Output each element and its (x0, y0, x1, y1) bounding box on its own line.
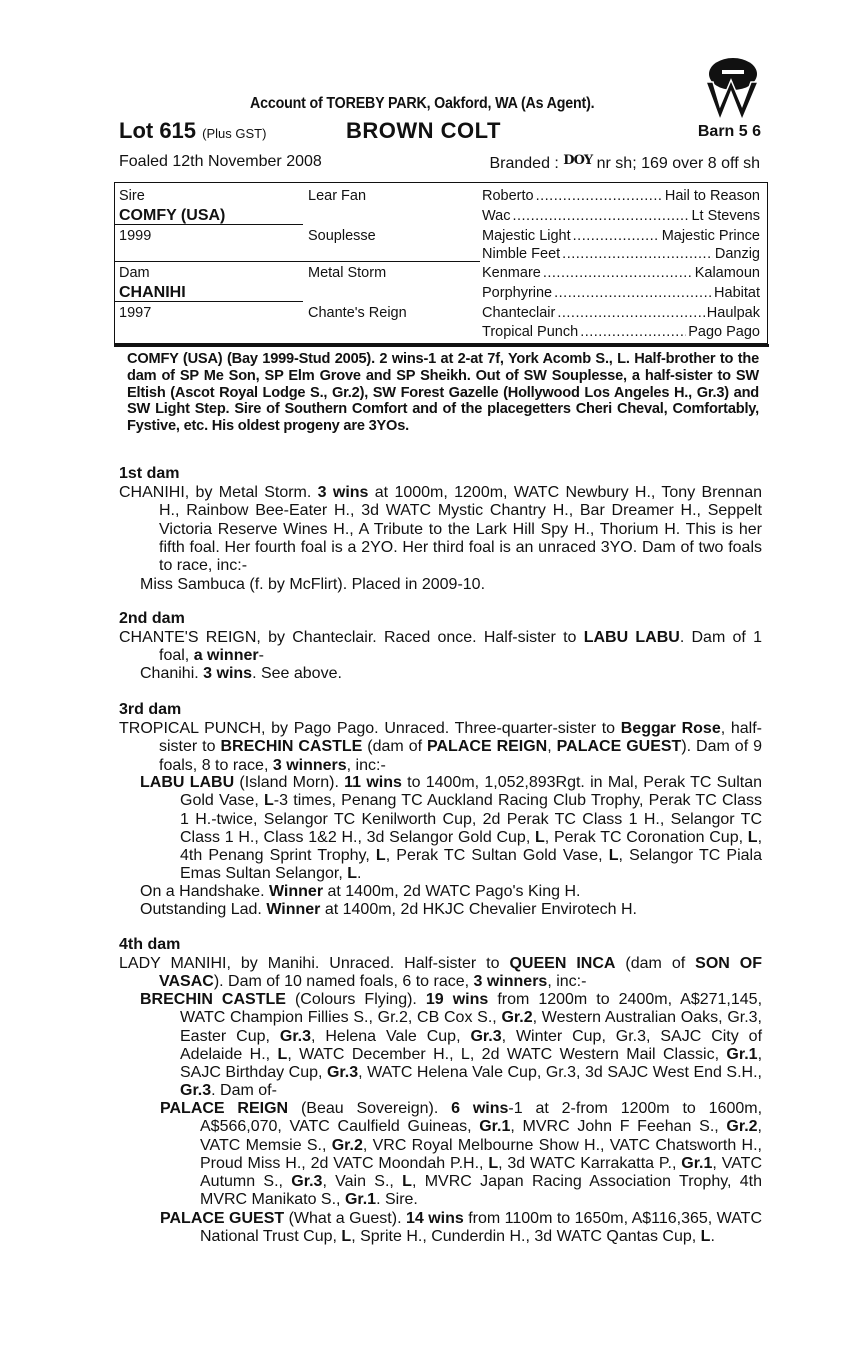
sire-year: 1999 (119, 228, 152, 244)
rule (115, 261, 480, 262)
fourth-dam-heading: 4th dam (119, 936, 181, 953)
pedigree-table (114, 182, 768, 344)
pedigree-row: Tropical Punch ..... Pago Pago (482, 324, 760, 340)
vendor-account: Account of TOREBY PARK, Oakford, WA (As Agent). (250, 95, 595, 112)
labu-labu-record: LABU LABU (Island Morn). 11 wins to 1400m, 1,052,893Rgt. in Mal, Perak TC Sultan Gold Vase, L-3 times, Penang TC Auckland Racing Club Trophy, Perak TC Class 1 H.-twice, Selangor TC Kenilworth Cup, 2d Perak TC Class 1 H., Selangor TC Class 1 H., Class 1&2 H., 3d Selangor Gold Cup, L, Perak TC Coronation Cup, L, 4th Penang Sprint Trophy, L, Perak TC Sultan Gold Vase, L, Selangor TC Piala Emas Sultan Selangor, L. (140, 774, 763, 883)
first-dam-text: CHANIHI, by Metal Storm. 3 wins at 1000m, 1200m, WATC Newbury H., Tony Brennan H., Rainbow Bee-Eater H., 3d WATC Mystic Chantry H., Bar Dreamer H., Seppelt Victoria Reserve Wines H., A Tribute to the Lark Hill Spy H., Thorium H. This is her fifth foal. Her fourth foal is a 2YO. Her third foal is an unraced 3YO. Dam of two foals to race, inc:- (119, 484, 763, 575)
plus-gst-note: (Plus GST) (202, 126, 267, 141)
rule (115, 301, 303, 302)
first-dam-foal: Miss Sambuca (f. by McFlirt). Placed in 2009-10. (140, 576, 486, 593)
stud-logo-icon (700, 52, 762, 124)
dam-label: Dam (119, 265, 150, 281)
pedigree-row: Wac ..... Lt Stevens (482, 208, 760, 224)
lot-line (119, 118, 761, 148)
pedigree-row: Roberto ..... Hail to Reason (482, 188, 760, 204)
foaled-date: Foaled 12th November 2008 (119, 153, 322, 170)
brand-mark: DOY (563, 153, 593, 168)
dam-year: 1997 (119, 305, 152, 321)
table-bottom-rule (114, 344, 769, 347)
handshake-record: On a Handshake. Winner at 1400m, 2d WATC Pago's King H. (140, 883, 581, 900)
barn-number: Barn 5 6 (697, 123, 761, 140)
pedigree-row: Porphyrine ..... Habitat (482, 285, 760, 301)
first-dam-heading: 1st dam (119, 465, 180, 482)
sire-label: Sire (119, 188, 145, 204)
third-dam-heading: 3rd dam (119, 701, 182, 718)
pedigree-row: Majestic Light ..... Majestic Prince (482, 228, 760, 244)
rule (115, 224, 303, 225)
lot-title: BROWN COLT (346, 118, 501, 143)
pedigree-row: Chanteclair ..... Haulpak (482, 305, 760, 321)
pedigree-row: Nimble Feet ..... Danzig (482, 246, 760, 262)
palace-guest-record: PALACE GUEST (What a Guest). 14 wins from 1100m to 1650m, A$116,365, WATC National Trust Cup, L, Sprite H., Cunderdin H., 3d WATC Qantas Cup, L. (160, 1210, 762, 1246)
second-dam-text: CHANTE'S REIGN, by Chanteclair. Raced once. Half-sister to LABU LABU. Dam of 1 foal, a winner- (119, 629, 763, 665)
fourth-dam-text: LADY MANIHI, by Manihi. Unraced. Half-sister to QUEEN INCA (dam of SON OF VASAC). Dam of 10 named foals, 6 to race, 3 winners, inc:- (119, 955, 763, 991)
sire-name: COMFY (USA) (119, 207, 226, 224)
palace-reign-record: PALACE REIGN (Beau Sovereign). 6 wins-1 at 2-from 1200m to 1600m, A$566,070, VATC Caulfield Guineas, Gr.1, MVRC John F Feehan S., Gr.2, VATC Memsie S., Gr.2, VRC Royal Melbourne Show H., VATC Chatsworth H., Proud Miss H., 2d VATC Moondah P.H., L, 3d WATC Karrakatta P., Gr.1, VATC Autumn S., Gr.3, Vain S., L, MVRC Japan Racing Association Trophy, 4th MVRC Manikato S., Gr.1. Sire. (160, 1100, 763, 1209)
pedigree-row: Kenmare ..... Kalamoun (482, 265, 760, 281)
sire-summary: COMFY (USA) (Bay 1999-Stud 2005). 2 wins-1 at 2-at 7f, York Acomb S., L. Half-brother to the dam of SP Me Son, SP Elm Grove and SP Sheikh. Out of SW Souplesse, a half-sister to SW Eltish (Ascot Royal Lodge S., Gr.2), SW Forest Gazelle (Hollywood Los Angeles H., Gr.3) and SW Light Step. Sire of Southern Comfort and of the placegetters Cheri Cheval, Comfortably, Fystive, etc. His oldest progeny are 3YOs. (127, 351, 759, 435)
second-dam-heading: 2nd dam (119, 610, 185, 627)
lot-number: Lot 615 (Plus GST) (119, 118, 267, 143)
grandparent: Lear Fan (308, 188, 367, 204)
dam-name: CHANIHI (119, 284, 186, 301)
brechin-castle-record: BRECHIN CASTLE (Colours Flying). 19 wins from 1200m to 2400m, A$271,145, WATC Champion Fillies S., Gr.2, CB Cox S., Gr.2, Western Australian Oaks, Gr.3, Easter Cup, Gr.3, Helena Vale Cup, Gr.3, Winter Cup, Gr.3, SAJC City of Adelaide H., L, WATC December H., L, 2d WATC Western Mail Classic, Gr.1, SAJC Birthday Cup, Gr.3, WATC Helena Vale Cup, Gr.3, 3d SAJC West End S.H., Gr.3. Dam of- (140, 991, 763, 1100)
grandparent: Metal Storm (308, 265, 387, 281)
grandparent: Souplesse (308, 228, 376, 244)
grandparent: Chante's Reign (308, 305, 407, 321)
outstanding-lad-record: Outstanding Lad. Winner at 1400m, 2d HKJC Chevalier Envirotech H. (140, 901, 637, 918)
third-dam-text: TROPICAL PUNCH, by Pago Pago. Unraced. Three-quarter-sister to Beggar Rose, half-sister to BRECHIN CASTLE (dam of PALACE REIGN, PALACE GUEST). Dam of 9 foals, 8 to race, 3 winners, inc:- (119, 720, 763, 774)
second-dam-foal: Chanihi. 3 wins. See above. (140, 665, 342, 682)
brand-info: Branded : DOY nr sh; 169 over 8 off sh (489, 153, 760, 172)
